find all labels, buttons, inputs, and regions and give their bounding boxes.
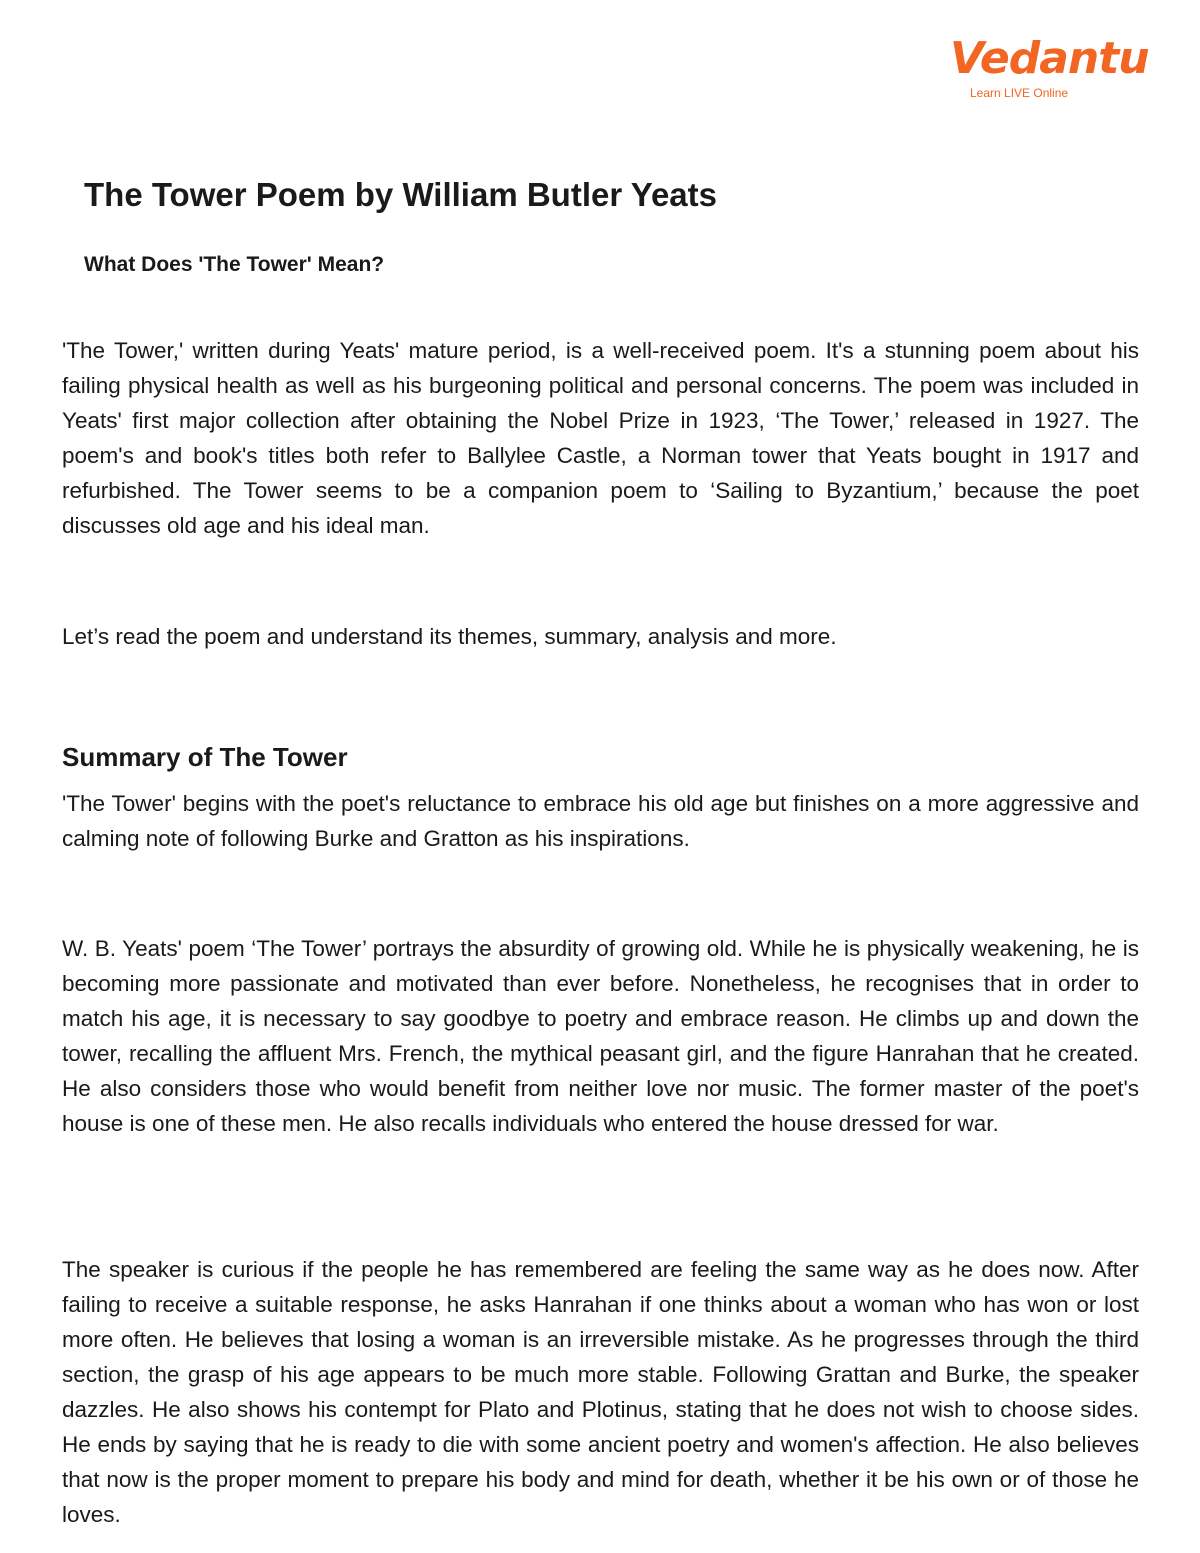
summary-paragraph-3: The speaker is curious if the people he has remembered are feeling the same way as he does now. After failing to receive a suitable response, he asks Hanrahan if one thinks about a woman who has won or lost more often. He believes that losing a woman is an irreversible mistake. As he progresses through the third section, the grasp of his age appears to be much more stable. Following Grattan and Burke, the speaker dazzles. He also shows his contempt for Plato and Plotinus, stating that he does not wish to choose sides. He ends by saying that he is ready to die with some ancient poetry and women's affection. He also believes that now is the proper moment to prepare his body and mind for death, whether it be his own or of those he loves. bbox=[62, 1257, 1139, 1527]
logo-tagline: Learn LIVE Online bbox=[970, 86, 1069, 100]
lead-in-paragraph: Let’s read the poem and understand its themes, summary, analysis and more. bbox=[62, 624, 837, 649]
summary-paragraph-2: W. B. Yeats' poem ‘The Tower’ portrays the absurdity of growing old. While he is physically weakening, he is becoming more passionate and motivated than ever before. Nonetheless, he recognises that in order to match his age, it is necessary to say goodbye to poetry and embrace reason. He climbs up and down the tower, recalling the affluent Mrs. French, the mythical peasant girl, and the figure Hanrahan that he created. He also considers those who would benefit from neither love nor music. The former master of the poet's house is one of these men. He also recalls individuals who entered the house dressed for war. bbox=[62, 936, 1139, 1136]
page-title: The Tower Poem by William Butler Yeats bbox=[84, 176, 717, 213]
summary-heading: Summary of The Tower bbox=[62, 742, 348, 772]
page-subtitle: What Does 'The Tower' Mean? bbox=[84, 253, 385, 276]
logo-wordmark: Vedantu bbox=[950, 33, 1149, 84]
intro-paragraph: 'The Tower,' written during Yeats' mature period, is a well-received poem. It's a stunning poem about his failing physical health as well as his burgeoning political and personal concerns. The poem was included in Yeats' first major collection after obtaining the Nobel Prize in 1923, ‘The Tower,’ released in 1927. The poem's and book's titles both refer to Ballylee Castle, a Norman tower that Yeats bought in 1917 and refurbished. The Tower seems to be a companion poem to ‘Sailing to Byzantium,’ because the poet discusses old age and his ideal man. bbox=[62, 338, 1139, 538]
vedantu-logo bbox=[950, 33, 1149, 100]
summary-paragraph-1: 'The Tower' begins with the poet's reluctance to embrace his old age but finishes on a more aggressive and calming note of following Burke and Gratton as his inspirations. bbox=[62, 791, 1139, 851]
